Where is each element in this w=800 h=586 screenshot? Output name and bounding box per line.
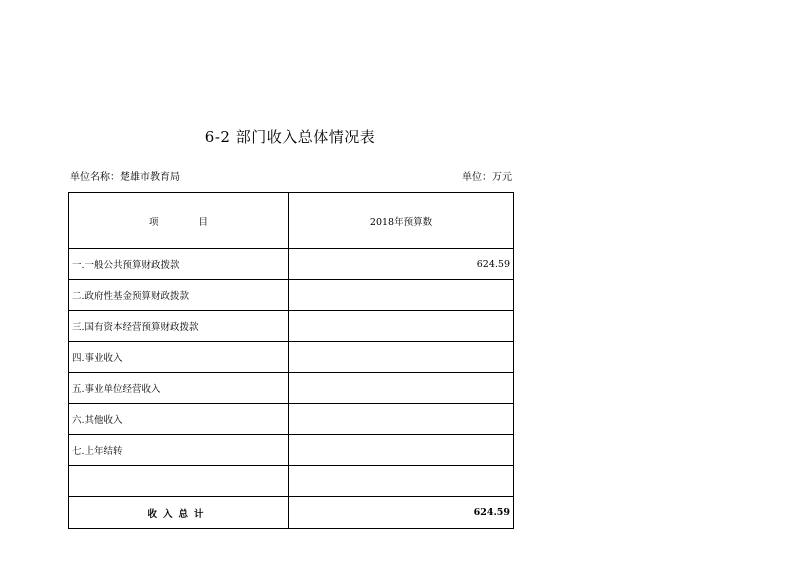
header-item-left: 项 <box>148 216 159 228</box>
header-item-right: 目 <box>198 216 209 228</box>
row-value <box>289 404 514 435</box>
table-row <box>69 311 514 342</box>
row-label: 二.政府性基金预算财政拨款 <box>69 280 289 311</box>
row-label: 七.上年结转 <box>69 435 289 466</box>
table-row <box>69 466 514 497</box>
page-title: 6-2 部门收入总体情况表 <box>204 128 376 146</box>
header-item <box>69 193 289 249</box>
row-value <box>289 342 514 373</box>
row-value <box>289 466 514 497</box>
table-header-row <box>69 193 514 249</box>
total-label: 收入总计 <box>69 497 289 529</box>
row-label <box>69 466 289 497</box>
row-label: 一.一般公共预算财政拨款 <box>69 249 289 280</box>
row-label: 三.国有资本经营预算财政拨款 <box>69 311 289 342</box>
row-label: 五.事业单位经营收入 <box>69 373 289 404</box>
row-value <box>289 311 514 342</box>
table-row <box>69 249 514 280</box>
currency-unit-label: 单位：万元 <box>462 172 512 183</box>
table-row <box>69 435 514 466</box>
row-value: 624.59 <box>289 249 514 280</box>
row-value <box>289 280 514 311</box>
total-row <box>69 497 514 529</box>
unit-name-label: 单位名称：楚雄市教育局 <box>70 172 180 183</box>
total-value: 624.59 <box>289 497 514 529</box>
table-row <box>69 342 514 373</box>
row-value <box>289 373 514 404</box>
income-summary-table <box>68 192 514 529</box>
row-label: 六.其他收入 <box>69 404 289 435</box>
table-row <box>69 373 514 404</box>
row-label: 四.事业收入 <box>69 342 289 373</box>
table-row <box>69 280 514 311</box>
table-row <box>69 404 514 435</box>
row-value <box>289 435 514 466</box>
header-amount: 2018年预算数 <box>289 193 514 249</box>
